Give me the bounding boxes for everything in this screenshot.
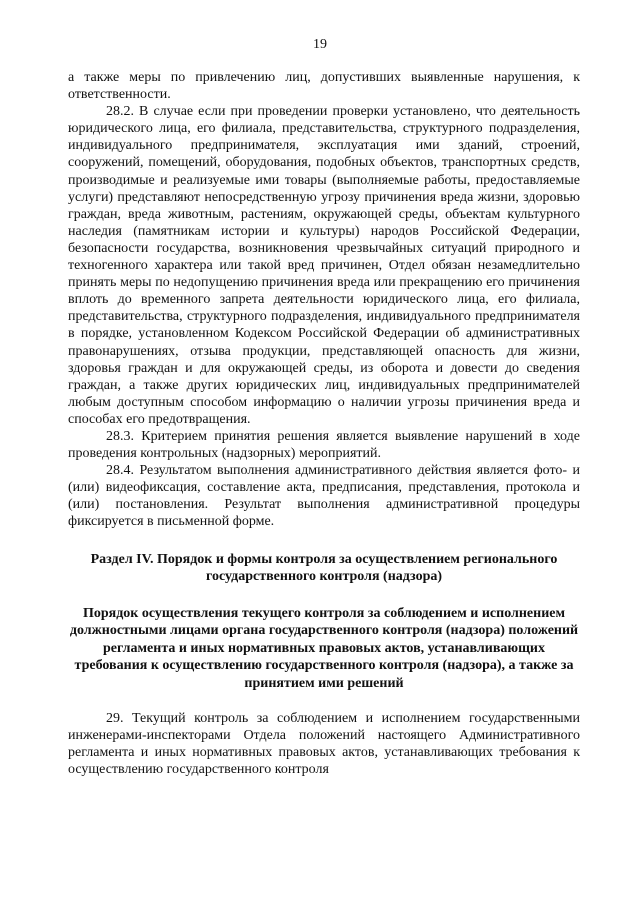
page-number: 19 xyxy=(313,37,327,52)
paragraph-intro: а также меры по привлечению лиц, допустивших выявленные нарушения, к ответственности. xyxy=(68,70,580,103)
paragraph-28-4: 28.4. Результатом выполнения административного действия является фото- и (или) видеофиксация, составление акта, предписания, представления, протокола и (или) постановления. Результат выполнения административной процедуры фиксируется в письменной форме. xyxy=(68,463,580,530)
paragraph-29: 29. Текущий контроль за соблюдением и исполнением государственными инженерами-инспекторами Отдела положений настоящего Административного регламента и иных нормативных правовых актов, устанавливающих требования к осуществлению государственного контроля xyxy=(68,710,580,778)
document-body xyxy=(68,69,580,778)
paragraph-28-2: 28.2. В случае если при проведении проверки установлено, что деятельность юридического лица, его филиала, представительства, структурного подразделения, индивидуального предпринимателя, эксплуатация ими зданий, строений, сооружений, помещений, оборудования, подобных объектов, транспортных средств, производимые и реализуемые ими товары (выполняемые работы, предоставляемые услуги) представляют непосредственную угрозу причинения вреда жизни, здоровью граждан, вреда животным, растениям, окружающей среды, объектам культурного наследия (памятникам истории и культуры) народов Российской Федерации, безопасности государства, возникновения чрезвычайных ситуаций природного и техногенного характера или такой вред причинен, Отдел обязан незамедлительно принять меры по недопущению причинения вреда или прекращению его причинения вплоть до временного запрета деятельности юридического лица, его филиала, представительства, структурного подразделения, индивидуального предпринимателя в порядке, установленном Кодексом Российской Федерации об административных правонарушениях, отзыва продукции, представляющей опасность для жизни, здоровья граждан и для окружающей среды, из оборота и довести до сведения граждан, а также других юридических лиц, индивидуальных предпринимателей любым доступным способом информацию о наличии угрозы причинения вреда и способах его предотвращения. xyxy=(68,104,580,427)
subsection-title: Порядок осуществления текущего контроля за соблюдением и исполнением должностными лицами органа государственного контроля (надзора) положений регламента и иных нормативных правовых актов, устанавливающих требования к осуществлению государственного контроля (надзора), а также за принятием ими решений xyxy=(69,605,579,691)
paragraph-28-3: 28.3. Критерием принятия решения является выявление нарушений в ходе проведения контрольных (надзорных) мероприятий. xyxy=(68,428,580,462)
section-title: Раздел IV. Порядок и формы контроля за осуществлением регионального государственного контроля (надзора) xyxy=(90,551,558,584)
